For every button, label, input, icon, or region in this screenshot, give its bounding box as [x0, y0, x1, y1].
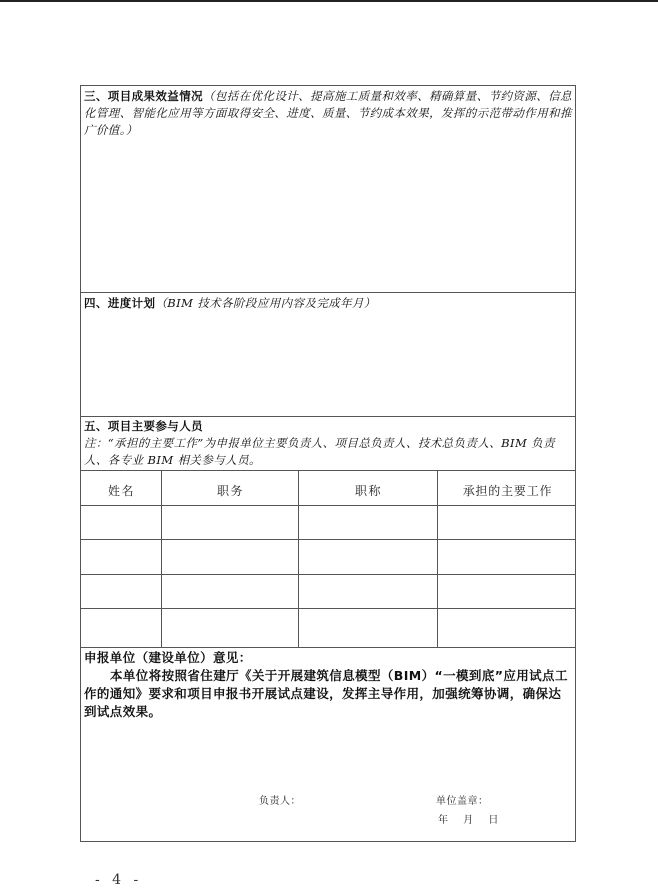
section4-box[interactable] — [80, 292, 576, 417]
opinion-title: 申报单位（建设单位）意见： — [84, 650, 252, 665]
signer-label: 负责人： — [259, 796, 301, 807]
section3-note: （包括在优化设计、提高施工质量和效率、精确算量、节约资源、信息化管理、智能化应用等方面取得安全、进度、质量、节约成本效果，发挥的示范带动作用和推广价值。） — [84, 89, 572, 137]
seal-label: 单位盖章： — [436, 796, 489, 807]
section5-note: 注：“承担的主要工作”为申报单位主要负责人、项目总负责人、技术总负责人、BIM 负责人、各专业 BIM 相关参与人员。 — [84, 436, 555, 467]
section4-text — [84, 295, 574, 312]
section4-note: （BIM 技术各阶段应用内容及完成年月） — [155, 296, 376, 310]
page-top-rule — [0, 0, 658, 2]
page-number: - 4 - — [95, 872, 143, 888]
opinion-body: 本单位将按照省住建厅《关于开展建筑信息模型（BIM）“一模到底”应用试点工作的通知》要求和项目申报书开展试点建设，发挥主导作用，加强统筹协调，确保达到试点效果。 — [84, 668, 568, 719]
section5-title: 五、项目主要参与人员 — [84, 419, 203, 433]
col-header-position: 职务 — [216, 484, 244, 498]
section3-text — [84, 88, 574, 139]
col-header-name: 姓名 — [107, 484, 135, 498]
table-row[interactable] — [81, 506, 575, 539]
application-form — [80, 85, 576, 842]
table-row[interactable] — [81, 609, 575, 647]
section5-box — [80, 416, 576, 648]
table-row[interactable] — [81, 575, 575, 608]
col-header-title: 职称 — [354, 484, 382, 498]
col-header-duty: 承担的主要工作 — [462, 484, 553, 498]
section3-title: 三、项目成果效益情况 — [84, 89, 203, 103]
date-label: 年 月 日 — [438, 815, 499, 826]
section4-title: 四、进度计划 — [84, 296, 156, 310]
section3-box[interactable] — [80, 85, 576, 293]
table-top-border — [81, 470, 575, 471]
table-row[interactable] — [81, 540, 575, 574]
opinion-box[interactable] — [80, 647, 576, 842]
